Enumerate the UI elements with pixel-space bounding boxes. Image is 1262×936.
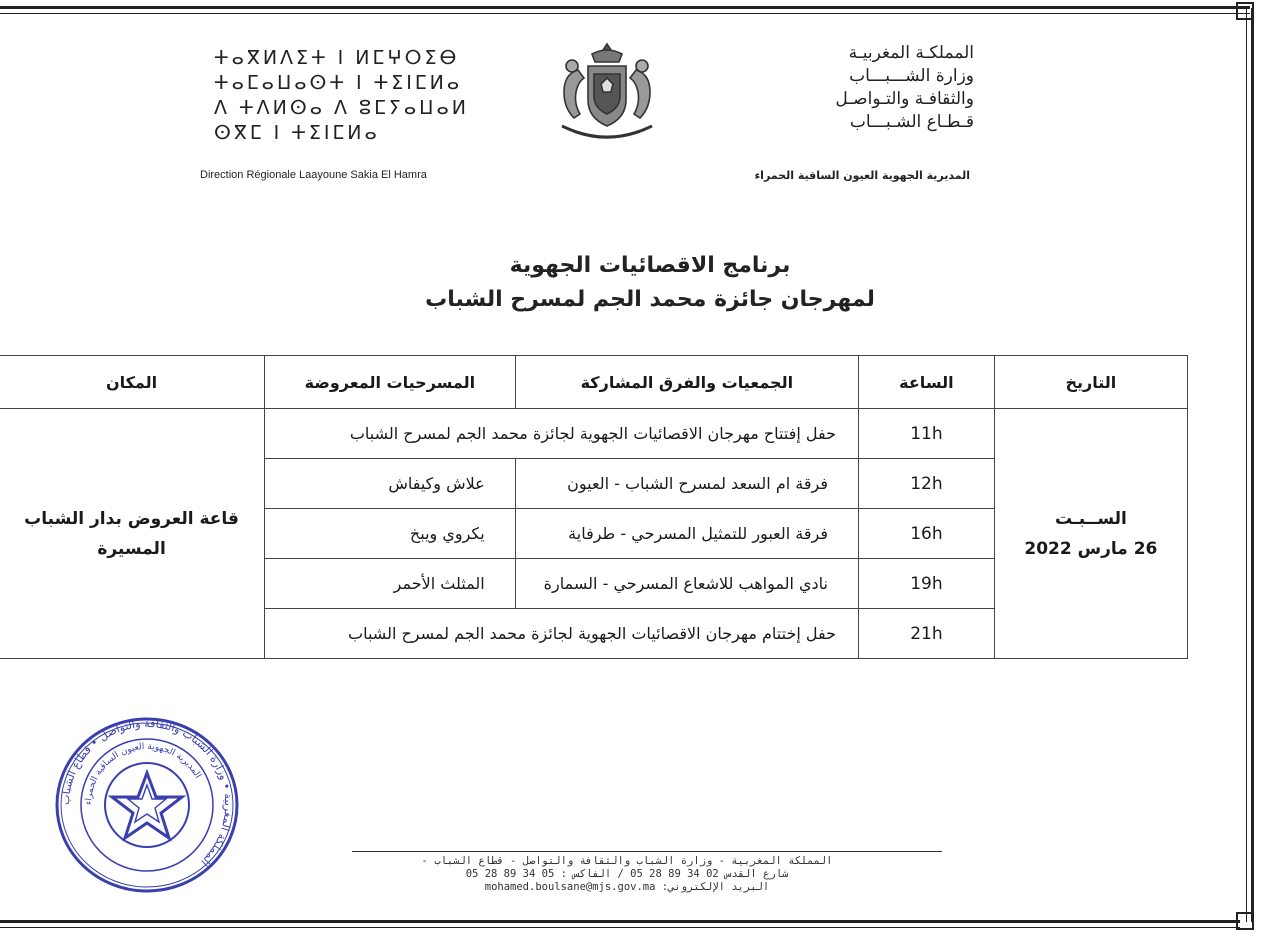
play-cell: المثلث الأحمر	[265, 559, 516, 609]
table-header-row	[0, 356, 1188, 409]
tifinagh-line: ⵙⴳⵎ ⵏ ⵜⵉⵏⵎⵍⴰ	[214, 122, 380, 144]
header-time: الساعة	[858, 356, 994, 409]
arabic-header-line: قـطـاع الشـبـــاب	[849, 112, 974, 132]
document-subtitle: لمهرجان جائزة محمد الجم لمسرح الشباب	[425, 287, 875, 312]
frame-corner-ornament	[1236, 2, 1254, 20]
time-cell: 21h	[858, 609, 994, 659]
table-row	[0, 409, 1188, 459]
arabic-header-line: والثقافـة والتـواصـل	[835, 89, 974, 109]
footer-email-label: البريد الإلكتروني:	[661, 881, 770, 893]
place-cell	[0, 409, 265, 659]
header-date: التاريخ	[994, 356, 1187, 409]
footer	[352, 855, 902, 894]
association-cell: فرقة ام السعد لمسرح الشباب - العيون	[515, 459, 858, 509]
frame-corner-ornament	[1236, 912, 1254, 930]
arabic-header-line: المملكـة المغربيـة	[848, 43, 974, 63]
tifinagh-line: ⵜⴰⴳⵍⴷⵉⵜ ⵏ ⵍⵎⵖⵔⵉⴱ	[214, 47, 460, 69]
tifinagh-header	[214, 46, 469, 146]
play-cell: علاش وكيفاش	[265, 459, 516, 509]
star-pentagram-icon	[112, 773, 182, 838]
tifinagh-line: ⵜⴰⵎⴰⵡⴰⵙⵜ ⵏ ⵜⵉⵏⵎⵍⴰ	[214, 72, 463, 94]
date-value: 26 مارس 2022	[1024, 538, 1158, 559]
tifinagh-line: ⴷ ⵜⴷⵍⵙⴰ ⴷ ⵓⵎⵢⴰⵡⴰⵍ	[214, 97, 469, 119]
official-stamp	[52, 715, 242, 895]
footer-line: شارع القدس 02 34 89 28 05 / الفاكس : 05 34 89 28 05	[465, 868, 789, 880]
arabic-header	[835, 42, 974, 134]
time-cell: 11h	[858, 409, 994, 459]
direction-arabic: المديرية الجهوية العيون الساقية الحمراء	[754, 169, 970, 182]
association-cell: نادي المواهب للاشعاع المسرحي - السمارة	[515, 559, 858, 609]
program-table	[0, 355, 1188, 659]
opening-ceremony-cell: حفل إفتتاح مهرجان الاقصائيات الجهوية لجائزة محمد الجم لمسرح الشباب	[265, 409, 859, 459]
time-cell: 19h	[858, 559, 994, 609]
header-place: المكان	[0, 356, 265, 409]
morocco-coat-of-arms-icon	[548, 40, 666, 144]
date-cell	[994, 409, 1187, 659]
page-frame-right	[1246, 8, 1254, 922]
date-day: الســبـت	[1054, 508, 1127, 529]
time-cell: 12h	[858, 459, 994, 509]
arabic-header-line: وزارة الشـــبـــاب	[849, 66, 974, 86]
place-line: المسيرة	[97, 538, 166, 559]
footer-divider	[352, 851, 942, 852]
place-line: قاعة العروض بدار الشباب	[24, 508, 239, 529]
page-frame-top	[0, 6, 1250, 14]
header-plays: المسرحيات المعروضة	[265, 356, 516, 409]
footer-line: المملكة المغربية - وزارة الشباب والثقافة والتواصل - قطاع الشباب -	[421, 855, 833, 867]
document-title: برنامج الاقصائيات الجهوية	[509, 253, 791, 278]
time-cell: 16h	[858, 509, 994, 559]
footer-line	[352, 881, 902, 894]
closing-ceremony-cell: حفل إختتام مهرجان الاقصائيات الجهوية لجائزة محمد الجم لمسرح الشباب	[265, 609, 859, 659]
stamp-inner-text: المديرية الجهوية العيون الساقية الحمراء	[83, 741, 203, 806]
header-associations: الجمعيات والفرق المشاركة	[515, 356, 858, 409]
page-frame-bottom	[0, 920, 1240, 928]
association-cell: فرقة العبور للتمثيل المسرحي - طرفاية	[515, 509, 858, 559]
direction-french: Direction Régionale Laayoune Sakia El Hamra	[200, 169, 427, 181]
footer-email: mohamed.boulsane@mjs.gov.ma	[484, 881, 656, 893]
stamp-outer-text: المملكة المغربية • وزارة الشباب والثقافة والتواصل • قطاع الشباب	[58, 716, 236, 869]
play-cell: يكروي ويبخ	[265, 509, 516, 559]
